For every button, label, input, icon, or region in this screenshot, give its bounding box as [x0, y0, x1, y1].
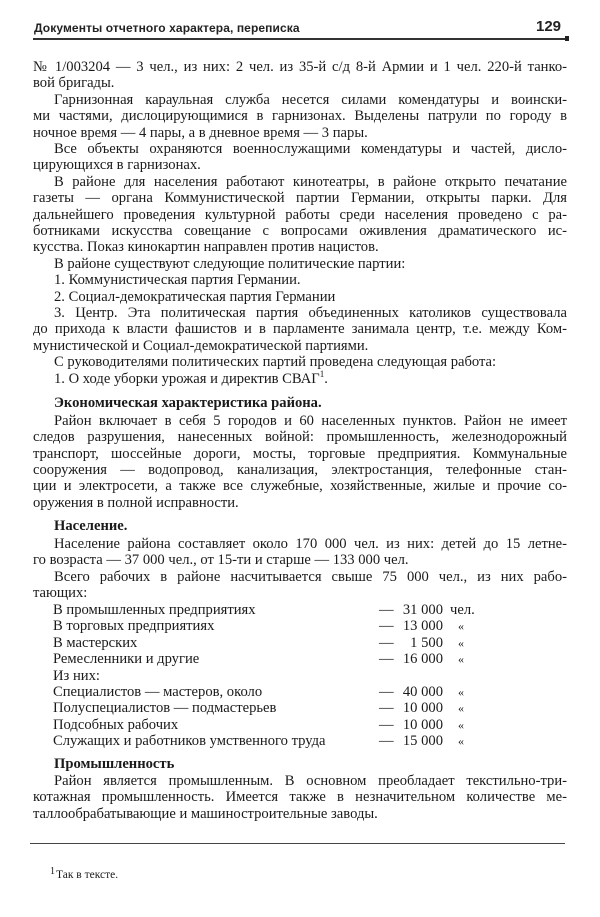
row-value: 40 000	[402, 684, 443, 700]
text-line: го возраста — 37 000 чел., от 15-ти и старше — 133 000 чел.	[33, 552, 409, 568]
text-line: цирующихся в гарнизонах.	[33, 157, 201, 173]
row-label: Служащих и работников умственного труда	[53, 733, 326, 749]
footnote-mark: 1	[50, 866, 55, 877]
text-line: следов разрушения, нанесенных войной: промышленность, железнодорожный	[33, 429, 567, 445]
text-line: Район включает в себя 5 городов и 60 населенных пунктов. Район не имеет	[54, 413, 567, 429]
section-heading: Экономическая характеристика района.	[54, 395, 322, 411]
text-line: дальнейшего проведения культурной работы среди населения проведено с ра-	[33, 207, 567, 223]
text-line: мунистической и Социал-демократической партиями.	[33, 338, 369, 354]
row-value: 31 000	[402, 602, 443, 618]
text-line: котажная промышленность. Имеется также в незначительном количестве ме-	[33, 789, 567, 805]
row-value: 15 000	[402, 733, 443, 749]
row-unit: «	[458, 619, 464, 633]
text-line: С руководителями политических партий проведена следующая работа:	[54, 354, 497, 370]
dash: —	[379, 602, 394, 618]
list-item: 2. Социал-демократическая партия Германии	[54, 289, 336, 305]
row-value: 16 000	[402, 651, 443, 667]
dash: —	[379, 651, 394, 667]
header-title: Документы отчетного характера, переписка	[34, 21, 300, 35]
dash: —	[379, 733, 394, 749]
text-line: тающих:	[33, 585, 88, 601]
text-line: ночное время — 4 пары, а в дневное время — 3 пары.	[33, 125, 368, 141]
row-label: В промышленных предприятиях	[53, 602, 256, 618]
dash: —	[379, 618, 394, 634]
row-unit: чел.	[450, 602, 475, 618]
dash: —	[379, 684, 394, 700]
text-line: газеты — органа Коммунистической партии Германии, открыты парки. Для	[33, 190, 567, 206]
list-item-text: 1. О ходе уборки урожая и директив СВАГ	[54, 371, 320, 387]
header-rule	[33, 38, 568, 40]
footnote-rule	[30, 843, 565, 844]
row-unit: «	[458, 734, 464, 748]
row-unit: «	[458, 636, 464, 650]
text-line: таллообрабатывающие и машиностроительные заводы.	[33, 806, 378, 822]
footnote-reference[interactable]: 1	[319, 369, 325, 379]
text-line: В районе для населения работают кинотеатры, в районе открыто печатание	[54, 174, 567, 190]
text-line: ботниками искусства совещание с вопросами оживления драматического ис-	[33, 223, 567, 239]
list-item: 1. Коммунистическая партия Германии.	[54, 272, 301, 288]
row-label: Из них:	[53, 668, 100, 684]
row-value: 1 500	[410, 635, 443, 651]
text-line: Район является промышленным. В основном преобладает текстильно-три-	[54, 773, 567, 789]
page-number: 129	[536, 18, 562, 35]
row-label: Подсобных рабочих	[53, 717, 179, 733]
row-label: В торговых предприятиях	[53, 618, 215, 634]
row-label: Специалистов — мастеров, около	[53, 684, 263, 700]
text-line: № 1/003204 — 3 чел., из них: 2 чел. из 35-й с/д 8-й Армии и 1 чел. 220-й танко-	[33, 59, 567, 75]
text-line: ми частями, дислоцирующимися в гарнизонах. Выделены патрули по городу в	[33, 108, 567, 124]
dash: —	[379, 635, 394, 651]
text-line: оружения в полной исправности.	[33, 495, 239, 511]
list-item	[54, 371, 567, 388]
row-label: Ремесленники и другие	[53, 651, 200, 667]
row-unit: «	[458, 701, 464, 715]
row-label: В мастерских	[53, 635, 138, 651]
text-line: до прихода к власти фашистов и в парламенте занимала центр, т.е. между Ком-	[33, 321, 567, 337]
row-label: Полуспециалистов — подмастерьев	[53, 700, 277, 716]
text-line: ции и электросети, а также все служебные, хозяйственные, жилые и прочие со-	[33, 478, 567, 494]
section-heading: Промышленность	[54, 756, 175, 772]
text-line: Гарнизонная караульная служба несется силами комендатуры и воински-	[54, 92, 567, 108]
dash: —	[379, 717, 394, 733]
row-unit: «	[458, 718, 464, 732]
text-line: В районе существуют следующие политические партии:	[54, 256, 406, 272]
row-value: 13 000	[402, 618, 443, 634]
dash: —	[379, 700, 394, 716]
text-line: транспорт, шоссейные дороги, мосты, торговые предприятия. Коммунальные	[33, 446, 567, 462]
header-rule-end-mark	[565, 36, 569, 41]
section-heading: Население.	[54, 518, 128, 534]
period: .	[324, 371, 328, 387]
list-item: 3. Центр. Эта политическая партия объединенных католиков существовала	[54, 305, 567, 321]
row-value: 10 000	[402, 700, 443, 716]
text-line: сооружения — водопровод, канализация, электростанция, телефонные стан-	[33, 462, 567, 478]
text-line: вой бригады.	[33, 75, 115, 91]
row-unit: «	[458, 685, 464, 699]
text-line: Всего рабочих в районе насчитывается свыше 75 000 чел., из них рабо-	[54, 569, 567, 585]
text-line: Все объекты охраняются военнослужащими комендатуры и частей, дисло-	[54, 141, 567, 157]
text-line: кусства. Показ кинокартин направлен против нацистов.	[33, 239, 379, 255]
text-line: Население района составляет около 170 000 чел. из них: детей до 15 летне-	[54, 536, 567, 552]
row-unit: «	[458, 652, 464, 666]
row-value: 10 000	[402, 717, 443, 733]
footnote-text: Так в тексте.	[56, 869, 119, 881]
